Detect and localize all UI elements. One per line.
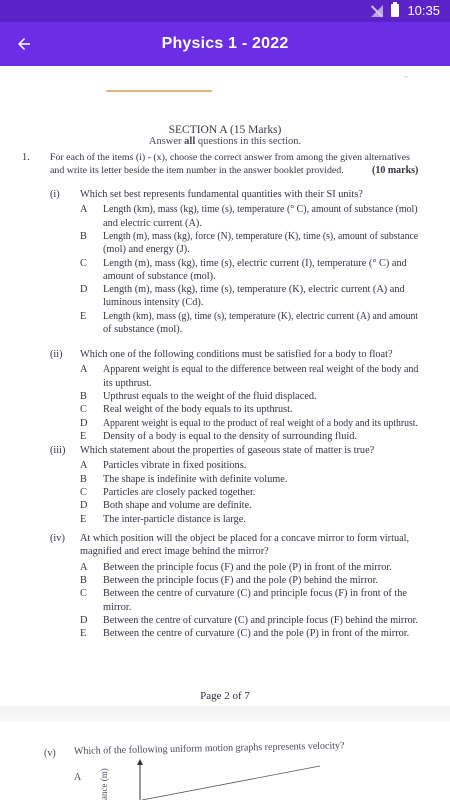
document-page-next	[0, 722, 450, 800]
item-question: Which set best represents fundamental quantities with their SI units?	[80, 189, 363, 200]
option-letter: A	[80, 561, 88, 573]
question-number: 1.	[22, 152, 30, 163]
item-question: Which one of the following conditions must be satisfied for a body to float?	[80, 349, 393, 360]
app-title: Physics 1 - 2022	[161, 35, 289, 52]
option-text: Between the principle focus (F) and the pole (P) in front of the mirror.	[103, 561, 392, 573]
section-instruction: Answer all questions in this section.	[148, 136, 302, 147]
option-letter: C	[80, 257, 87, 269]
status-icons	[371, 3, 440, 18]
option-letter: D	[80, 417, 88, 429]
page-number: Page 2 of 7	[200, 690, 250, 702]
option-letter: A	[74, 772, 82, 783]
question-instruction-line: and write its letter beside the item number in the answer booklet provided.	[50, 165, 344, 176]
option-text: Particles are closely packed together.	[103, 486, 256, 498]
option-text: Apparent weight is equal to the product of real weight of a body and its upthrust.	[103, 417, 418, 429]
option-text: Between the principle focus (F) and the pole (P) behind the mirror.	[103, 574, 379, 586]
option-text: Both shape and volume are definite.	[103, 500, 252, 512]
back-button[interactable]	[8, 28, 40, 60]
item-number: (ii)	[50, 349, 63, 360]
option-text: Between the centre of curvature (C) and principle focus (F) behind the mirror.	[103, 614, 418, 626]
decorative-line	[106, 90, 212, 92]
arrow-back-icon	[15, 35, 33, 53]
option-letter: E	[80, 310, 87, 322]
option-text: Length (m), mass (kg), time (s), temperature (K), electric current (A) and	[103, 284, 405, 296]
option-text: Particles vibrate in fixed positions.	[103, 460, 247, 472]
battery-icon	[391, 4, 399, 17]
option-letter: B	[80, 473, 87, 485]
app-bar	[0, 22, 450, 66]
option-letter: B	[80, 390, 87, 402]
option-letter: D	[80, 500, 88, 512]
option-letter: E	[80, 513, 87, 525]
option-text: Length (m), mass (kg), time (s), electric current (I), temperature (° C) and	[103, 257, 407, 269]
option-text: Length (km), mass (kg), time (s), temperature (° C), amount of substance (mol)	[103, 204, 418, 216]
option-letter: C	[80, 486, 87, 498]
item-number: (i)	[50, 189, 60, 200]
document-page	[0, 66, 450, 722]
section-title: SECTION A (15 Marks)	[168, 124, 282, 136]
option-text: Between the centre of curvature (C) and principle focus (F) in front of the	[103, 588, 407, 600]
option-text: Density of a body is equal to the density of surrounding fluid.	[103, 430, 357, 442]
option-letter: E	[80, 430, 87, 442]
option-text: Apparent weight is equal to the difference between real weight of the body and	[103, 364, 419, 376]
item-question: At which position will the object be placed for a concave mirror to form virtual,	[80, 533, 410, 544]
option-text: luminous intensity (Cd).	[103, 297, 204, 309]
option-text: and electric current (A).	[103, 217, 202, 229]
option-text: The shape is indefinite with definite volume.	[103, 473, 288, 485]
page-corner-mark: ▪▪▪	[403, 74, 408, 79]
option-letter: C	[80, 404, 87, 416]
question-marks: (10 marks)	[372, 165, 419, 176]
graph-axis-label: ance (m)	[99, 768, 109, 800]
option-letter: A	[80, 204, 88, 216]
item-number: (v)	[44, 748, 56, 759]
option-letter: E	[80, 628, 87, 640]
status-bar	[0, 0, 450, 22]
status-time: 10:35	[407, 3, 440, 18]
option-letter: C	[80, 588, 87, 600]
item-number: (iv)	[50, 533, 65, 544]
option-text: (mol) and energy (J).	[103, 244, 190, 256]
option-text: its upthrust.	[103, 377, 152, 389]
item-number: (iii)	[50, 445, 66, 456]
option-text: The inter-particle distance is large.	[103, 513, 246, 525]
question-instruction-line: For each of the items (i) - (x), choose the correct answer from among the given alternatives	[50, 152, 411, 163]
option-text: Length (km), mass (g), time (s), temperature (K), electric current (A) and amount	[103, 310, 418, 322]
option-letter: B	[80, 230, 87, 242]
option-text: Real weight of the body equals to its upthrust.	[103, 404, 293, 416]
option-letter: D	[80, 284, 88, 296]
option-text: Upthrust equals to the weight of the fluid displaced.	[103, 390, 317, 402]
option-text: Between the centre of curvature (C) and the pole (P) in front of the mirror.	[103, 628, 410, 640]
no-signal-icon	[371, 5, 383, 17]
option-letter: A	[80, 460, 88, 472]
item-question: magnified and erect image behind the mirror?	[80, 546, 269, 558]
option-text: Length (m), mass (kg), force (N), temperature (K), time (s), amount of substance	[103, 230, 419, 242]
item-question: Which statement about the properties of gaseous state of matter is true?	[80, 445, 375, 456]
graph-arrow-head	[137, 759, 143, 765]
option-letter: B	[80, 574, 87, 586]
option-text: mirror.	[103, 601, 132, 613]
item-question: Which of the following uniform motion graphs represents velocity?	[73, 740, 345, 757]
graph-line	[142, 766, 320, 800]
option-letter: A	[80, 364, 88, 376]
pdf-viewer[interactable]	[0, 66, 450, 800]
option-text: amount of substance (mol).	[103, 270, 216, 282]
option-letter: D	[80, 614, 88, 626]
graph-figure	[120, 758, 340, 800]
option-text: of substance (mol).	[103, 324, 183, 335]
